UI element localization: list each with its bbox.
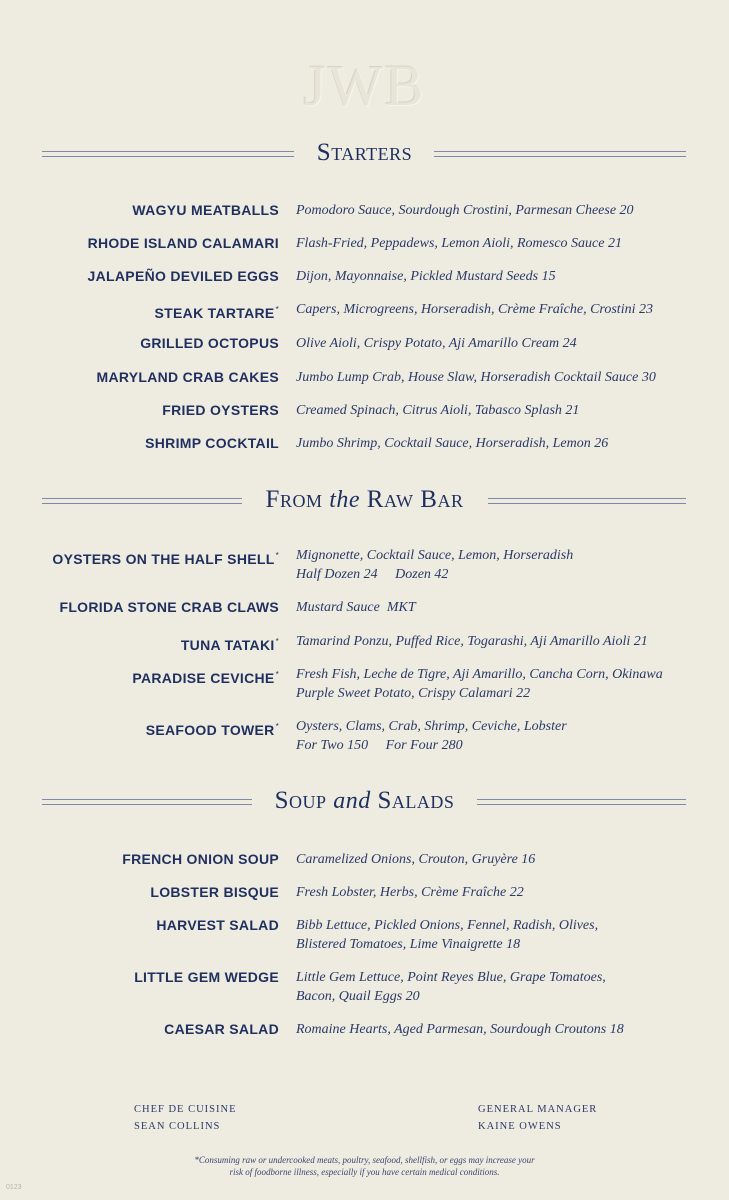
item-description: Jumbo Shrimp, Cocktail Sauce, Horseradish, Lemon 26	[296, 436, 609, 451]
item-name: JALAPEÑO DEVILED EGGS	[87, 268, 279, 284]
item-description: Flash-Fried, Peppadews, Lemon Aioli, Romesco Sauce 21	[296, 236, 622, 251]
item-name: STEAK TARTARE*	[154, 305, 279, 321]
item-description: Mustard Sauce MKT	[296, 600, 416, 615]
item-name: SHRIMP COCKTAIL	[145, 435, 279, 451]
chef-title: CHEF DE CUISINE	[134, 1104, 237, 1115]
health-disclaimer: *Consuming raw or undercooked meats, poultry, seafood, shellfish, or eggs may increase your risk of foodborne illness, especially if you have certain medical conditions.	[194, 1155, 535, 1177]
item-name: TUNA TATAKI*	[180, 637, 279, 653]
item-description: Romaine Hearts, Aged Parmesan, Sourdough Croutons 18	[296, 1022, 624, 1037]
item-description: Fresh Lobster, Herbs, Crème Fraîche 22	[296, 885, 524, 900]
manager-title: GENERAL MANAGER	[478, 1104, 598, 1115]
item-description: Dijon, Mayonnaise, Pickled Mustard Seeds 15	[296, 269, 556, 284]
section-header-raw-bar	[0, 481, 729, 521]
chef-credit	[134, 1101, 237, 1135]
menu-code: 0123	[6, 1184, 22, 1191]
section-header-starters	[0, 134, 729, 174]
section-title-soup-salads: Soup and Salads	[274, 787, 455, 814]
restaurant-logo: JWB	[303, 53, 426, 118]
raw-warning-mark: *	[275, 637, 279, 646]
raw-warning-mark: *	[275, 722, 279, 731]
item-name: WAGYU MEATBALLS	[132, 202, 279, 218]
item-prices: Half Dozen 24 Dozen 42	[296, 567, 449, 582]
item-description: Fresh Fish, Leche de Tigre, Aji Amarillo, Cancha Corn, Okinawa Purple Sweet Potato, Crispy Calamari 22	[296, 667, 663, 701]
item-name: MARYLAND CRAB CAKES	[96, 369, 279, 385]
section-header-soup-salads	[0, 782, 729, 822]
item-description: Oysters, Clams, Crab, Shrimp, Ceviche, Lobster For Two 150 For Four 280	[296, 717, 696, 755]
manager-name: KAINE OWENS	[478, 1121, 562, 1132]
raw-warning-mark: *	[275, 305, 279, 314]
item-description: Pomodoro Sauce, Sourdough Crostini, Parmesan Cheese 20	[296, 203, 634, 218]
item-description: Caramelized Onions, Crouton, Gruyère 16	[296, 852, 536, 867]
item-description: Jumbo Lump Crab, House Slaw, Horseradish Cocktail Sauce 30	[296, 370, 656, 385]
item-name: RHODE ISLAND CALAMARI	[87, 235, 279, 251]
raw-warning-mark: *	[275, 551, 279, 560]
item-description: Olive Aioli, Crispy Potato, Aji Amarillo Cream 24	[296, 336, 577, 351]
item-name: FRIED OYSTERS	[162, 402, 279, 418]
item-description: Bibb Lettuce, Pickled Onions, Fennel, Radish, Olives, Blistered Tomatoes, Lime Vinaigrette 18	[296, 918, 599, 952]
item-name: PARADISE CEVICHE*	[132, 670, 279, 686]
item-name: FLORIDA STONE CRAB CLAWS	[59, 599, 279, 615]
item-description: Little Gem Lettuce, Point Reyes Blue, Grape Tomatoes, Bacon, Quail Eggs 20	[296, 970, 606, 1004]
item-name: HARVEST SALAD	[156, 917, 279, 933]
item-description: Creamed Spinach, Citrus Aioli, Tabasco Splash 21	[296, 403, 580, 418]
item-description: Tamarind Ponzu, Puffed Rice, Togarashi, Aji Amarillo Aioli 21	[296, 634, 648, 649]
section-title-starters: Starters	[316, 139, 413, 166]
item-name: LOBSTER BISQUE	[150, 884, 279, 900]
item-prices: For Two 150 For Four 280	[296, 738, 463, 753]
item-name: SEAFOOD TOWER*	[145, 722, 279, 738]
item-name: CAESAR SALAD	[164, 1021, 279, 1037]
item-description: Capers, Microgreens, Horseradish, Crème Fraîche, Crostini 23	[296, 302, 653, 317]
chef-name: SEAN COLLINS	[134, 1121, 221, 1132]
item-name: FRENCH ONION SOUP	[122, 851, 279, 867]
item-name: GRILLED OCTOPUS	[140, 335, 279, 351]
item-description: Mignonette, Cocktail Sauce, Lemon, Horseradish Half Dozen 24 Dozen 42	[296, 546, 696, 584]
section-title-raw-bar: From the Raw Bar	[265, 486, 464, 513]
item-name: LITTLE GEM WEDGE	[134, 969, 279, 985]
item-name: OYSTERS ON THE HALF SHELL*	[52, 551, 279, 567]
raw-warning-mark: *	[275, 670, 279, 679]
manager-credit	[478, 1101, 597, 1135]
